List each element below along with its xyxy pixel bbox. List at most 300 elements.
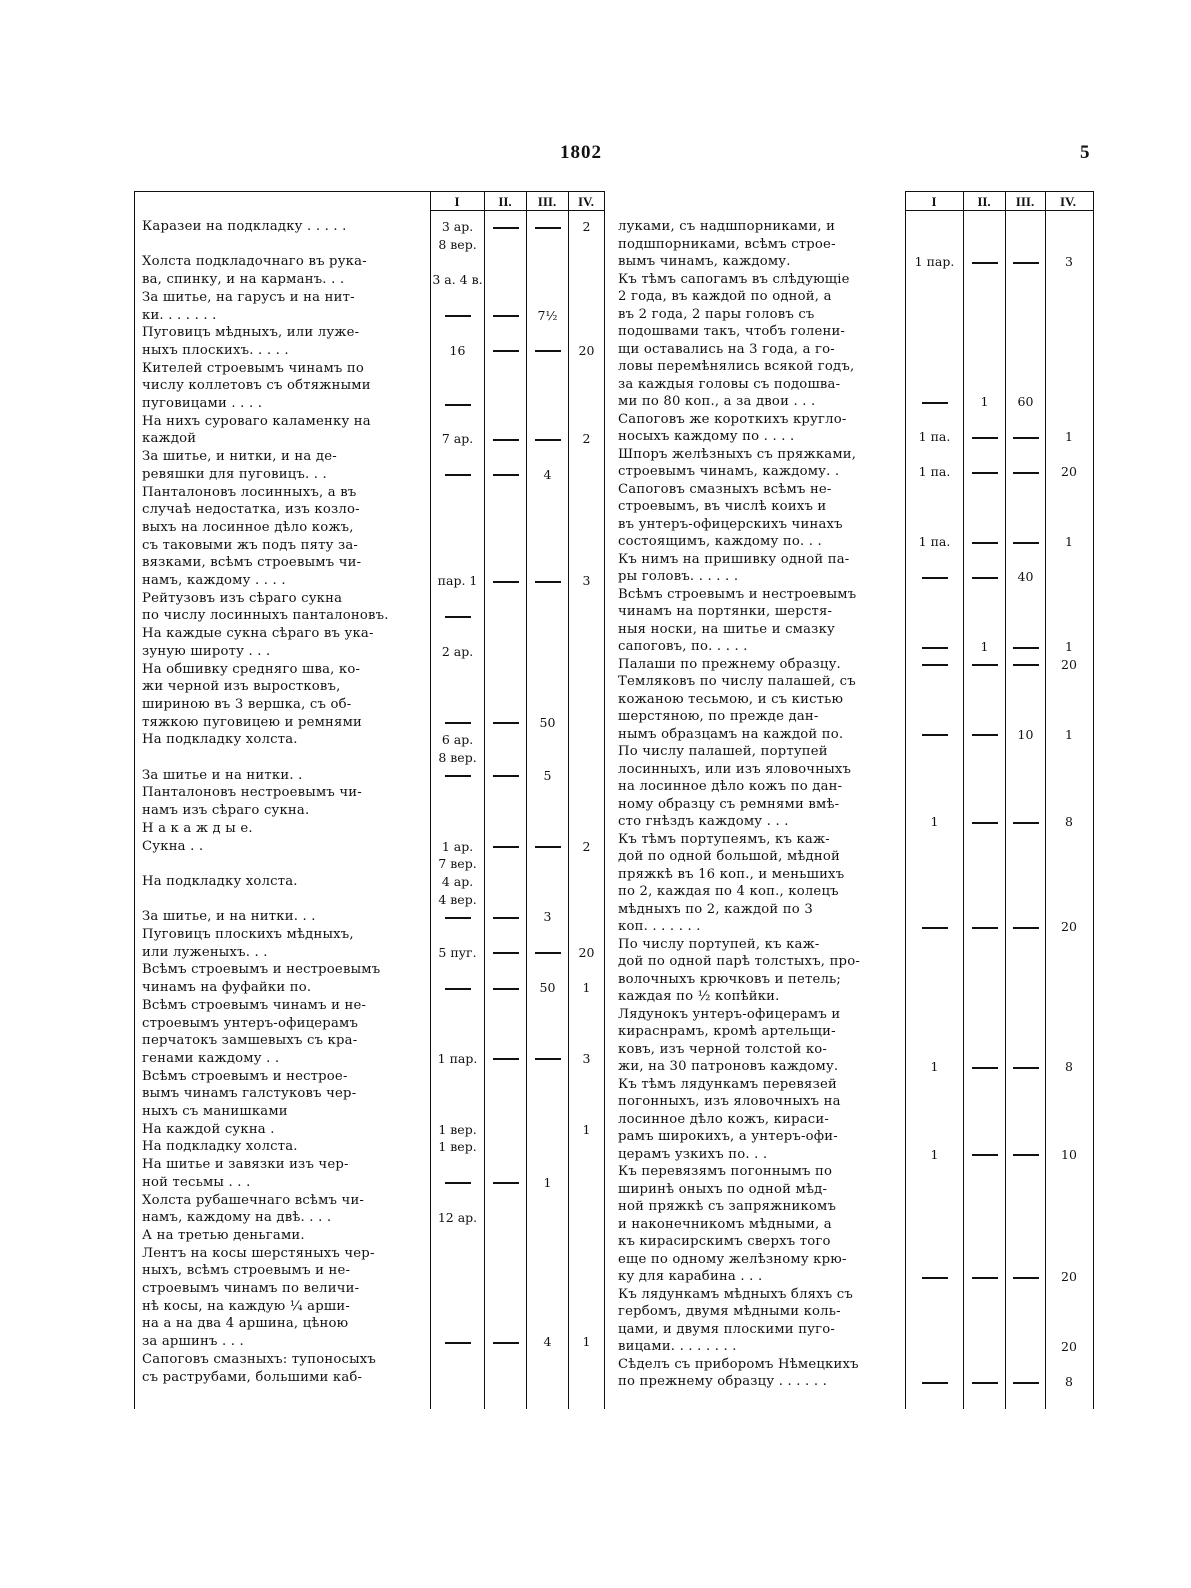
cell-col-4: 20 [1061, 919, 1077, 934]
row-label: За шитье, и на нитки. . . [142, 909, 316, 925]
dash-mark [493, 439, 519, 441]
cell-col-3 [1006, 252, 1045, 271]
row-label: съ таковыми жъ подъ пяту за- [142, 537, 359, 553]
cell-col-2 [485, 907, 526, 926]
dash-mark [972, 542, 998, 544]
row-label: вымъ чинамъ, каждому. [618, 254, 791, 269]
row-label: За шитье, и нитки, и на де- [142, 449, 337, 465]
dash-mark [1013, 472, 1039, 474]
row-label: По числу портупей, къ каж- [618, 936, 820, 952]
cell-col-2 [964, 427, 1005, 446]
dash-mark [972, 1277, 998, 1279]
dash-mark [922, 647, 948, 649]
cell-col-1: 2 ар. [441, 643, 474, 659]
dash-mark [493, 581, 519, 583]
row-label: въ унтеръ-офицерскихъ чинахъ [618, 516, 843, 532]
table-row [618, 655, 1094, 673]
row-label: На шитье и завязки изъ чер- [142, 1157, 349, 1173]
cell-col-1 [906, 1372, 963, 1391]
table-row [142, 1244, 602, 1262]
table-row [618, 935, 1094, 953]
table-row [618, 550, 1094, 568]
table-row [618, 1162, 1094, 1180]
table-row [142, 606, 602, 624]
cell-col-3: 50 [539, 980, 556, 996]
right-col-head-2: II. [977, 194, 991, 209]
cell-col-3: 4 [543, 466, 552, 482]
table-row [142, 996, 602, 1014]
cell-col-4: 1 [1065, 534, 1073, 549]
cell-col-1: 6 ар. [441, 732, 474, 748]
row-label: На каждые сукна сѣраго въ ука- [142, 626, 374, 642]
table-row [618, 830, 1094, 848]
row-label: за каждыя головы съ подошва- [618, 376, 841, 392]
row-label: коп. . . . . . . [618, 919, 701, 934]
table-row [142, 536, 602, 554]
table-row [618, 1232, 1094, 1250]
cell-col-3: 1 [543, 1174, 552, 1190]
cell-col-1: 1 вер. [438, 1139, 477, 1155]
cell-col-1 [431, 465, 484, 484]
cell-col-4: 8 [1065, 814, 1073, 829]
table-row [142, 660, 602, 678]
table-row [618, 410, 1094, 428]
row-label: шерстяною, по прежде дан- [618, 709, 819, 724]
cell-col-3 [527, 943, 568, 962]
table-row [618, 900, 1094, 918]
row-label: ва, спинку, и на карманъ. . . [142, 272, 345, 288]
table-row [142, 1314, 602, 1332]
cell-col-2 [485, 837, 526, 856]
cell-col-3 [1006, 427, 1045, 446]
table-row [142, 872, 602, 890]
dash-mark [535, 227, 561, 229]
row-label: въ 2 года, 2 пары головъ съ [618, 306, 815, 322]
cell-col-3: 60 [1017, 394, 1034, 409]
table-row [142, 323, 602, 341]
row-label: Къ тѣмъ портупеямъ, къ каж- [618, 831, 830, 847]
row-label: Холста подкладочнаго въ рука- [142, 254, 367, 270]
table-row [142, 854, 602, 872]
table-row [618, 1057, 1094, 1075]
dash-mark [1013, 1067, 1039, 1069]
row-label: ку для карабина . . . [618, 1269, 763, 1284]
cell-col-4: 1 [1065, 639, 1073, 654]
table-row [618, 1250, 1094, 1268]
row-label: Н а к а ж д ы е. [142, 820, 253, 836]
cell-col-1: 1 [930, 814, 939, 829]
table-row [142, 376, 602, 394]
row-label: подшпорниками, всѣмъ строе- [618, 236, 836, 252]
dash-mark [535, 846, 561, 848]
row-label: ной пряжкѣ съ запряжникомъ [618, 1199, 837, 1214]
row-label: Панталоновъ лосинныхъ, а въ [142, 484, 357, 500]
row-label: Панталоновъ нестроевымъ чи- [142, 785, 362, 801]
row-label: строевымъ, въ числѣ коихъ и [618, 499, 827, 514]
dash-mark [493, 988, 519, 990]
row-label: зуную широту . . . [142, 643, 271, 659]
table-row [142, 1173, 602, 1191]
row-label: выхъ на лосинное дѣло кожъ, [142, 519, 354, 535]
row-label: за аршинъ . . . [142, 1334, 244, 1350]
cell-col-4: 3 [582, 1050, 591, 1066]
dash-mark [1013, 1277, 1039, 1279]
row-label: ширинѣ оныхъ по одной мѣд- [618, 1181, 828, 1197]
cell-col-3 [1006, 1145, 1045, 1164]
page-year: 1802 [560, 142, 602, 163]
dash-mark [972, 734, 998, 736]
row-label: шириною въ 3 вершка, съ об- [142, 696, 352, 712]
row-label: мѣдныхъ по 2, каждой по 3 [618, 901, 813, 917]
cell-col-1 [431, 394, 484, 413]
table-row [142, 500, 602, 518]
cell-col-3 [527, 837, 568, 856]
row-label: ныхъ плоскихъ. . . . . [142, 342, 289, 358]
table-row [618, 672, 1094, 690]
table-row [618, 917, 1094, 935]
left-col-head-2: II. [498, 194, 512, 209]
table-row [142, 1297, 602, 1315]
left-outer-border [134, 191, 135, 1409]
row-label: На подкладку холста. [142, 873, 298, 889]
cell-col-3: 40 [1017, 569, 1034, 584]
row-label: генами каждому . . [142, 1050, 280, 1066]
cell-col-1 [906, 725, 963, 744]
cell-col-1: 16 [449, 342, 466, 358]
row-label: кираснрамъ, кромѣ артельщи- [618, 1024, 836, 1039]
dash-mark [445, 1182, 471, 1184]
cell-col-1: 1 па. [918, 534, 951, 549]
cell-col-2 [485, 943, 526, 962]
cell-col-1: 8 вер. [438, 236, 477, 252]
row-label: Къ тѣмъ лядункамъ перевязей [618, 1076, 837, 1092]
table-row [142, 270, 602, 288]
cell-col-2: 1 [980, 394, 989, 409]
dash-mark [972, 437, 998, 439]
cell-col-1: 1 па. [918, 464, 951, 479]
cell-col-2 [485, 429, 526, 448]
cell-col-2 [485, 571, 526, 590]
row-label: ныхъ съ манишками [142, 1104, 288, 1119]
table-row [618, 357, 1094, 375]
table-row [142, 801, 602, 819]
row-label: Темляковъ по числу палашей, съ [618, 674, 856, 689]
table-row [142, 1332, 602, 1350]
row-label: дой по одной парѣ толстыхъ, про- [618, 954, 860, 969]
row-label: По числу палашей, портупей [618, 744, 828, 759]
cell-col-4: 20 [578, 342, 595, 358]
row-label: строевымъ чинамъ по величи- [142, 1281, 360, 1296]
cell-col-4: 1 [1065, 429, 1073, 444]
cell-col-4: 20 [1061, 1269, 1077, 1284]
table-row [618, 1302, 1094, 1320]
dash-mark [972, 664, 998, 666]
cell-col-1: 1 пар. [914, 254, 955, 269]
cell-col-2 [485, 217, 526, 236]
table-row [618, 707, 1094, 725]
cell-col-2 [485, 1049, 526, 1068]
right-col-head-1: I [931, 194, 937, 209]
dash-mark [445, 917, 471, 919]
dash-mark [922, 577, 948, 579]
table-row [618, 497, 1094, 515]
dash-mark [493, 1182, 519, 1184]
row-label: Холста рубашечнаго всѣмъ чи- [142, 1192, 365, 1208]
cell-col-1: 4 ар. [441, 873, 474, 889]
table-row [618, 1215, 1094, 1233]
table-row [618, 1145, 1094, 1163]
table-row [618, 812, 1094, 830]
cell-col-4: 8 [1065, 1059, 1073, 1074]
row-label: по прежнему образцу . . . . . . [618, 1374, 828, 1389]
row-label: и наконечникомъ мѣдными, а [618, 1216, 832, 1232]
table-row [142, 730, 602, 748]
row-label: перчатокъ замшевыхъ съ кра- [142, 1033, 358, 1049]
table-row [618, 445, 1094, 463]
row-label: чинамъ на портянки, шерстя- [618, 604, 833, 619]
cell-col-2 [964, 532, 1005, 551]
table-row [618, 1320, 1094, 1338]
row-label: намъ, каждому на двѣ. . . . [142, 1210, 332, 1226]
row-label: случаѣ недостатка, изъ козло- [142, 502, 360, 518]
row-label: Пуговицъ плоскихъ мѣдныхъ, [142, 927, 354, 942]
row-label: щи оставались на 3 года, а го- [618, 341, 835, 357]
cell-col-1 [431, 713, 484, 732]
dash-mark [972, 822, 998, 824]
table-row [142, 306, 602, 324]
dash-mark [493, 315, 519, 317]
dash-mark [922, 1382, 948, 1384]
cell-col-4: 3 [582, 573, 591, 588]
dash-mark [1013, 927, 1039, 929]
cell-col-1: 12 ар. [437, 1210, 478, 1226]
cell-col-1: 1 па. [918, 429, 951, 444]
cell-col-1 [431, 606, 484, 625]
cell-col-1: 1 [930, 1059, 939, 1074]
left-col-head-3: III. [537, 194, 557, 209]
row-label: сапоговъ, по. . . . . [618, 639, 748, 654]
table-row [142, 252, 602, 270]
dash-mark [1013, 542, 1039, 544]
row-label: А на третью деньгами. [142, 1227, 305, 1243]
row-label: жи черной изъ выростковъ, [142, 679, 341, 695]
row-label: погонныхъ, изъ яловочныхъ на [618, 1094, 841, 1109]
table-row [142, 571, 602, 589]
dash-mark [1013, 1154, 1039, 1156]
cell-col-3: 7½ [537, 307, 558, 323]
row-label: церамъ узкихъ по. . . [618, 1146, 768, 1162]
row-label: пуговицами . . . . [142, 396, 263, 411]
table-row [618, 305, 1094, 323]
cell-col-1: 1 [930, 1146, 939, 1162]
dash-mark [972, 1382, 998, 1384]
left-col-head-1: I [454, 194, 460, 209]
row-label: вицами. . . . . . . . [618, 1339, 737, 1354]
right-col-head-4: IV. [1059, 194, 1077, 209]
row-label: цами, и двумя плоскими пуго- [618, 1321, 836, 1337]
table-row [618, 287, 1094, 305]
cell-col-1: 5 пуг. [438, 944, 477, 960]
cell-col-4: 2 [582, 219, 591, 234]
cell-col-1: 4 вер. [438, 891, 477, 907]
row-label: строевымъ унтеръ-офицерамъ [142, 1015, 359, 1031]
cell-col-2 [485, 306, 526, 325]
cell-col-2 [485, 1332, 526, 1351]
dash-mark [972, 472, 998, 474]
cell-col-1: 8 вер. [438, 750, 477, 765]
row-label: намъ, каждому . . . . [142, 573, 286, 588]
cell-col-1: 3 ар. [441, 219, 474, 234]
row-label: съ раструбами, большими каб- [142, 1369, 363, 1385]
cell-col-2 [485, 341, 526, 360]
dash-mark [972, 1067, 998, 1069]
right-col-head-3: III. [1015, 194, 1035, 209]
cell-col-3 [1006, 1267, 1045, 1286]
row-label: 2 года, въ каждой по одной, а [618, 289, 832, 304]
row-label: Сапоговъ смазныхъ: тупоносыхъ [142, 1351, 377, 1367]
table-row [142, 1261, 602, 1279]
dash-mark [493, 350, 519, 352]
table-row [618, 480, 1094, 498]
table-row [618, 987, 1094, 1005]
table-row [618, 340, 1094, 358]
table-row [618, 1110, 1094, 1128]
table-row [618, 1040, 1094, 1058]
table-row [618, 1197, 1094, 1215]
table-row [142, 819, 602, 837]
row-label: каждой [142, 431, 197, 447]
dash-mark [1013, 647, 1039, 649]
dash-mark [445, 1342, 471, 1344]
row-label: сто гнѣздъ каждому . . . [618, 814, 789, 829]
row-label: На подкладку холста. [142, 732, 298, 748]
table-row [618, 1127, 1094, 1145]
cell-col-2: 1 [980, 639, 989, 654]
table-row [142, 1084, 602, 1102]
page-number: 5 [1080, 142, 1090, 163]
cell-col-2 [964, 917, 1005, 936]
table-row [618, 322, 1094, 340]
dash-mark [493, 846, 519, 848]
cell-col-4: 10 [1061, 1146, 1077, 1162]
table-row [142, 1049, 602, 1067]
row-label: вязками, всѣмъ строевымъ чи- [142, 555, 362, 571]
row-label: ковъ, изъ черной толстой ко- [618, 1041, 828, 1057]
table-row [618, 567, 1094, 585]
cell-col-3: 50 [539, 714, 556, 730]
dash-mark [493, 722, 519, 724]
dash-mark [535, 952, 561, 954]
row-label: На обшивку средняго шва, ко- [142, 661, 361, 677]
row-label: ному образцу съ ремнями вмѣ- [618, 796, 840, 812]
row-label: гербомъ, двумя мѣдными коль- [618, 1304, 841, 1319]
cell-col-4: 1 [582, 1121, 591, 1137]
cell-col-3 [527, 571, 568, 590]
dash-mark [535, 581, 561, 583]
table-row [618, 1337, 1094, 1355]
table-row [142, 288, 602, 306]
row-label: рамъ широкихъ, а унтеръ-офи- [618, 1129, 838, 1144]
cell-col-2 [964, 1372, 1005, 1391]
row-label: строевымъ чинамъ, каждому. . [618, 464, 840, 479]
cell-col-3 [1006, 812, 1045, 831]
row-label: подошвами такъ, чтобъ голени- [618, 324, 846, 339]
dash-mark [445, 988, 471, 990]
cell-col-3 [1006, 1372, 1045, 1391]
cell-col-1 [906, 917, 963, 936]
row-label: На каждой сукна . [142, 1121, 275, 1137]
row-label: ной тесьмы . . . [142, 1174, 251, 1190]
row-label: на а на два 4 аршина, цѣною [142, 1316, 349, 1332]
cell-col-3 [1006, 532, 1045, 551]
table-row [618, 847, 1094, 865]
table-row [618, 515, 1094, 533]
row-label: ныя носки, на шитье и смазку [618, 621, 835, 637]
table-row [142, 217, 602, 235]
cell-col-2 [964, 655, 1005, 674]
dash-mark [972, 262, 998, 264]
row-label: Къ перевязямъ погоннымъ по [618, 1164, 833, 1179]
cell-col-3: 5 [543, 767, 552, 783]
table-row [142, 695, 602, 713]
cell-col-3 [1006, 462, 1045, 481]
row-label: носыхъ каждому по . . . . [618, 429, 795, 444]
row-label: Всѣмъ строевымъ и нестроевымъ [142, 962, 381, 978]
row-label: намъ изъ сѣраго сукна. [142, 803, 310, 819]
dash-mark [493, 1058, 519, 1060]
table-row [142, 1350, 602, 1368]
table-row [618, 1267, 1094, 1285]
table-row [618, 760, 1094, 778]
dash-mark [972, 927, 998, 929]
row-label: ныхъ, всѣмъ строевымъ и не- [142, 1263, 351, 1279]
table-row [142, 907, 602, 925]
row-label: еще по одному желѣзному крю- [618, 1251, 847, 1267]
row-label: къ кирасирскимъ сверхъ того [618, 1234, 831, 1249]
table-row [142, 1102, 602, 1120]
cell-col-1 [431, 978, 484, 997]
cell-col-3 [1006, 655, 1045, 674]
table-row [142, 1279, 602, 1297]
table-row [142, 890, 602, 908]
table-row [618, 462, 1094, 480]
row-label: Лентъ на косы шерстяныхъ чер- [142, 1245, 375, 1261]
table-row [142, 447, 602, 465]
cell-col-4: 20 [1061, 656, 1077, 672]
dash-mark [493, 227, 519, 229]
cell-col-3 [1006, 917, 1045, 936]
table-row [618, 620, 1094, 638]
dash-mark [922, 402, 948, 404]
row-label: волочныхъ крючковъ и петель; [618, 971, 842, 987]
row-label: или луженыхъ. . . [142, 944, 268, 960]
table-row [142, 1208, 602, 1226]
cell-col-1: 1 вер. [438, 1121, 477, 1137]
cell-col-1 [906, 1267, 963, 1286]
table-row [142, 1226, 602, 1244]
cell-col-2 [964, 725, 1005, 744]
table-row [142, 483, 602, 501]
dash-mark [445, 722, 471, 724]
table-row [618, 602, 1094, 620]
row-label: Къ нимъ на пришивку одной па- [618, 551, 850, 567]
dash-mark [445, 404, 471, 406]
dash-mark [1013, 1382, 1039, 1384]
row-label: ми по 80 коп., а за двои . . . [618, 394, 816, 409]
dash-mark [972, 577, 998, 579]
row-label: Каразеи на подкладку . . . . . [142, 219, 347, 234]
table-row [618, 1285, 1094, 1303]
